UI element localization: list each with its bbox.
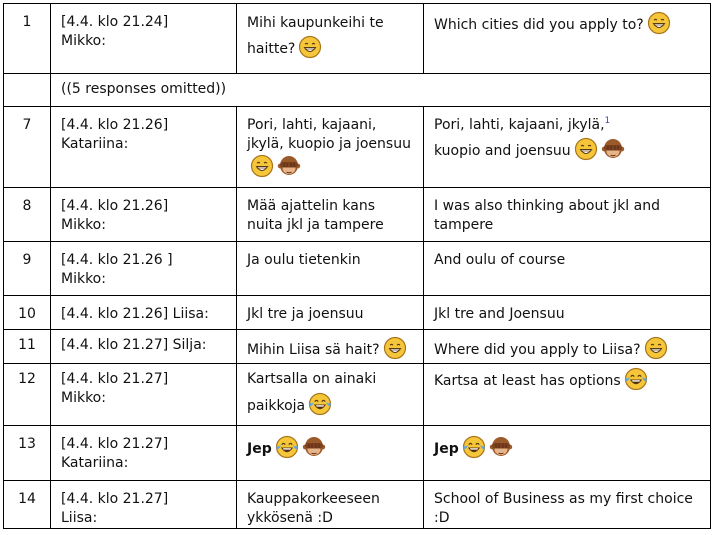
table-row <box>4 426 711 481</box>
line-number: 8 <box>4 188 51 242</box>
tears-of-joy-icon <box>624 367 648 391</box>
grinning-face-icon <box>647 11 671 35</box>
transcript-table <box>3 3 711 529</box>
translation: Jkl tre and Joensuu <box>424 296 711 330</box>
timestamp: [4.4. klo 21.26] <box>61 198 169 214</box>
timestamp: [4.4. klo 21.26] <box>61 306 169 322</box>
message-text: Mihin Liisa sä hait? <box>247 342 380 358</box>
line-number: 11 <box>4 330 51 364</box>
timestamp: [4.4. klo 21.27] <box>61 337 169 353</box>
line-number: 10 <box>4 296 51 330</box>
message-text: Kartsalla on ainaki paikkoja <box>247 371 377 414</box>
timestamp: [4.4. klo 21.27] <box>61 491 169 507</box>
table-row <box>4 481 711 529</box>
line-number: 9 <box>4 242 51 296</box>
timestamp: [4.4. klo 21.26] <box>61 117 169 133</box>
grinning-face-icon <box>298 35 322 59</box>
original-message <box>237 4 424 74</box>
table-row <box>4 364 711 426</box>
tears-of-joy-icon <box>462 435 486 459</box>
timestamp-speaker <box>51 188 237 242</box>
speaker: Katariina: <box>61 455 129 471</box>
translation <box>424 4 711 74</box>
line-number: 12 <box>4 364 51 426</box>
speaker: Mikko: <box>61 217 106 233</box>
speaker: Liisa: <box>172 306 209 322</box>
line-number: 14 <box>4 481 51 529</box>
translation-text: Which cities did you apply to? <box>434 17 644 33</box>
line-number: 13 <box>4 426 51 481</box>
omitted-note: ((5 responses omitted)) <box>51 74 711 107</box>
speaker: Mikko: <box>61 390 106 406</box>
translation <box>424 364 711 426</box>
message-text: Jep <box>247 441 272 457</box>
timestamp-speaker <box>51 330 237 364</box>
line-number: 7 <box>4 107 51 188</box>
translation-text: Pori, lahti, kajaani, jkylä, <box>434 117 605 133</box>
table-row <box>4 4 711 74</box>
see-no-evil-monkey-icon <box>302 435 326 459</box>
grinning-face-icon <box>383 336 407 360</box>
see-no-evil-monkey-icon <box>601 137 625 161</box>
table-row <box>4 330 711 364</box>
speaker: Liisa: <box>61 510 98 526</box>
line-number: 1 <box>4 4 51 74</box>
timestamp-speaker <box>51 481 237 529</box>
grinning-face-icon <box>644 336 668 360</box>
translation: And oulu of course <box>424 242 711 296</box>
timestamp-speaker <box>51 426 237 481</box>
translation <box>424 426 711 481</box>
translation-text: Kartsa at least has options <box>434 373 621 389</box>
table-row <box>4 74 711 107</box>
see-no-evil-monkey-icon <box>277 154 301 178</box>
tears-of-joy-icon <box>308 392 332 416</box>
speaker: Mikko: <box>61 271 106 287</box>
footnote-marker[interactable]: 1 <box>604 116 611 126</box>
table-row <box>4 188 711 242</box>
original-message <box>237 364 424 426</box>
message-text: Pori, lahti, kajaani, jkylä, kuopio ja joensuu <box>247 117 411 152</box>
original-message <box>237 107 424 188</box>
original-message <box>237 330 424 364</box>
table-row <box>4 296 711 330</box>
speaker: Katariina: <box>61 136 129 152</box>
message-text: Mihi kaupunkeihi te haitte? <box>247 15 384 57</box>
translation-text: Jep <box>434 441 459 457</box>
timestamp-speaker <box>51 107 237 188</box>
speaker: Silja: <box>172 337 207 353</box>
speaker: Mikko: <box>61 33 106 49</box>
table-row <box>4 242 711 296</box>
timestamp-speaker <box>51 364 237 426</box>
grinning-face-icon <box>574 137 598 161</box>
translation-text: kuopio and joensuu <box>434 143 571 159</box>
grinning-face-icon <box>250 154 274 178</box>
timestamp: [4.4. klo 21.24] <box>61 14 169 30</box>
original-message <box>237 426 424 481</box>
tears-of-joy-icon <box>275 435 299 459</box>
translation <box>424 107 711 188</box>
translation: School of Business as my first choice :D <box>424 481 711 529</box>
see-no-evil-monkey-icon <box>489 435 513 459</box>
translation <box>424 330 711 364</box>
timestamp-speaker <box>51 242 237 296</box>
original-message: Ja oulu tietenkin <box>237 242 424 296</box>
timestamp: [4.4. klo 21.26 ] <box>61 252 173 268</box>
timestamp-speaker <box>51 4 237 74</box>
original-message: Mää ajattelin kans nuita jkl ja tampere <box>237 188 424 242</box>
timestamp-speaker <box>51 296 237 330</box>
original-message: Jkl tre ja joensuu <box>237 296 424 330</box>
timestamp: [4.4. klo 21.27] <box>61 371 169 387</box>
translation: I was also thinking about jkl and tampere <box>424 188 711 242</box>
timestamp: [4.4. klo 21.27] <box>61 436 169 452</box>
translation-text: Where did you apply to Liisa? <box>434 342 641 358</box>
original-message: Kauppakorkeeseen ykkösenä :D <box>237 481 424 529</box>
table-row <box>4 107 711 188</box>
